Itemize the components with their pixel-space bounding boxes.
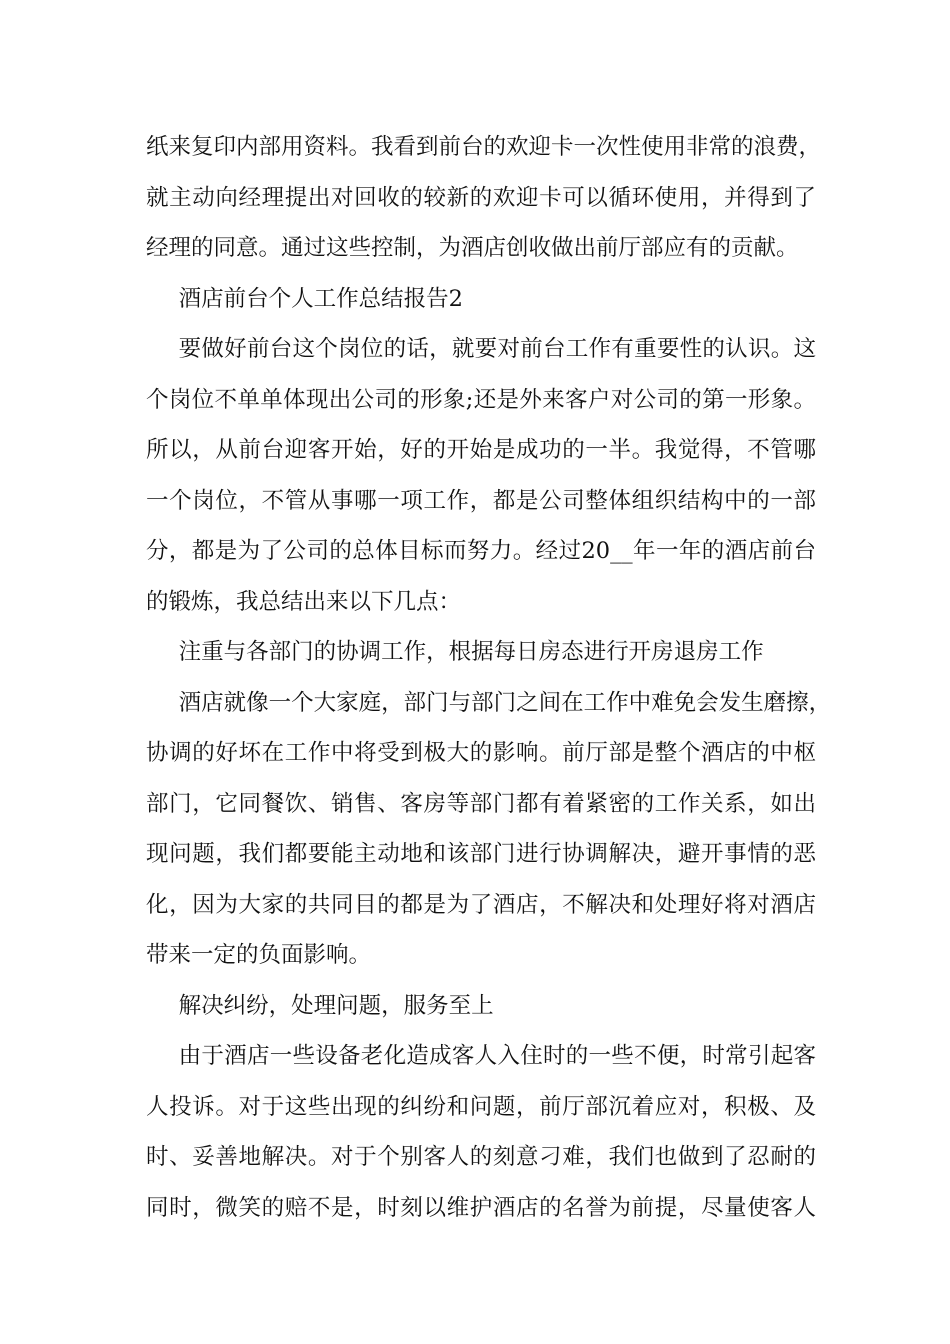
text-line: 要做好前台这个岗位的话，就要对前台工作有重要性的认识。这 bbox=[178, 336, 816, 362]
text-line: 分，都是为了公司的总体目标而努力。经过20__年一年的酒店前台 bbox=[146, 538, 816, 564]
section-heading bbox=[146, 274, 816, 325]
paragraph bbox=[146, 678, 832, 981]
text-line: 的锻炼，我总结出来以下几点： bbox=[146, 588, 462, 615]
section-heading bbox=[146, 981, 816, 1032]
text-line: 个岗位不单单体现出公司的形象;还是外来客户对公司的第一形象。 bbox=[146, 386, 816, 413]
text-line: 所以，从前台迎客开始，好的开始是成功的一半。我觉得，不管哪 bbox=[146, 437, 816, 463]
text-line: 纸来复印内部用资料。我看到前台的欢迎卡一次性使用非常的浪费， bbox=[146, 134, 822, 160]
text-line: 就主动向经理提出对回收的较新的欢迎卡可以循环使用，并得到了 bbox=[146, 184, 816, 211]
section-heading bbox=[146, 627, 816, 678]
paragraph bbox=[146, 324, 816, 627]
text-line: 酒店就像一个大家庭，部门与部门之间在工作中难免会发生磨擦， bbox=[178, 689, 832, 716]
text-line: 人投诉。对于这些出现的纠纷和问题，前厅部沉着应对，积极、及 bbox=[146, 1093, 816, 1120]
text-line: 同时，微笑的赔不是，时刻以维护酒店的名誉为前提，尽量使客人 bbox=[146, 1194, 816, 1221]
text-line: 经理的同意。通过这些控制，为酒店创收做出前厅部应有的贡献。 bbox=[146, 235, 799, 261]
text-line: 现问题，我们都要能主动地和该部门进行协调解决，避开事情的恶 bbox=[146, 841, 816, 867]
text-line: 由于酒店一些设备老化造成客人入住时的一些不便，时常引起客 bbox=[178, 1043, 816, 1069]
text-line: 化，因为大家的共同目的都是为了酒店，不解决和处理好将对酒店 bbox=[146, 891, 816, 918]
document-body bbox=[146, 122, 832, 1233]
heading-text: 注重与各部门的协调工作，根据每日房态进行开房退房工作 bbox=[178, 639, 764, 665]
paragraph-continued bbox=[146, 122, 822, 274]
text-line: 带来一定的负面影响。 bbox=[146, 942, 372, 968]
heading-text: 解决纠纷，处理问题，服务至上 bbox=[178, 992, 494, 1019]
heading-text: 酒店前台个人工作总结报告2 bbox=[178, 285, 463, 312]
text-line: 一个岗位，不管从事哪一项工作，都是公司整体组织结构中的一部 bbox=[146, 487, 816, 514]
text-line: 部门，它同餐饮、销售、客房等部门都有着紧密的工作关系，如出 bbox=[146, 790, 816, 817]
paragraph bbox=[146, 1031, 816, 1233]
text-line: 时、妥善地解决。对于个别客人的刻意刁难，我们也做到了忍耐的 bbox=[146, 1144, 816, 1170]
text-line: 协调的好坏在工作中将受到极大的影响。前厅部是整个酒店的中枢 bbox=[146, 740, 816, 766]
